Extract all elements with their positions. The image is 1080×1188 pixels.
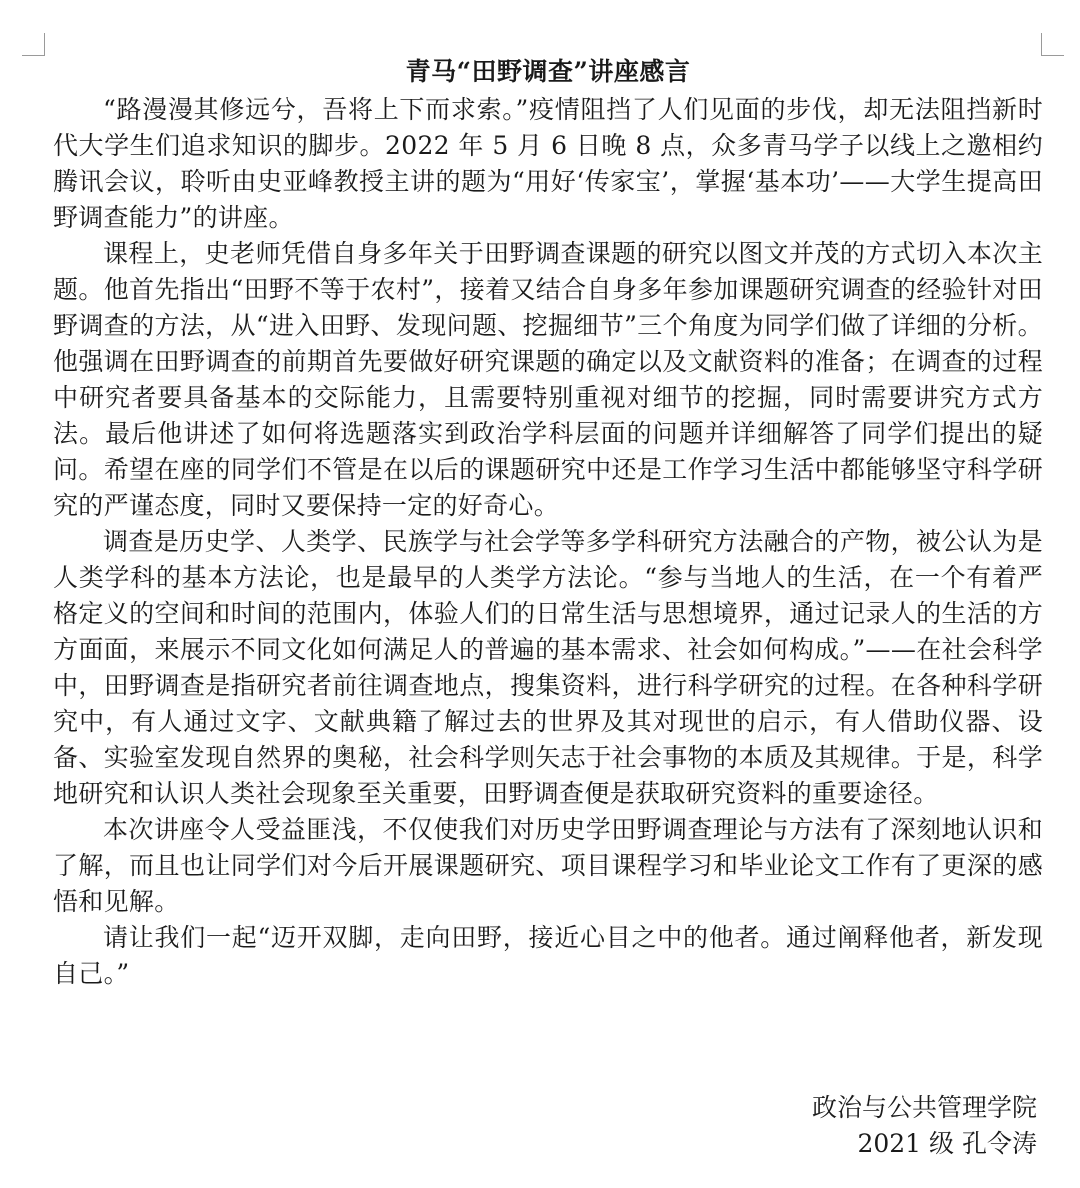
paragraph-intro: “路漫漫其修远兮，吾将上下而求索。”疫情阻挡了人们见面的步伐，却无法阻挡新时代大学生们追求知识的脚步。2022 年 5 月 6 日晚 8 点，众多青马学子以线上之邀相约腾讯会议，聆听由史亚峰教授主讲的题为“用好‘传家宝’，掌握‘基本功’——大学生提高田野调查能力”的讲座。 bbox=[53, 95, 1043, 232]
signature-institution: 政治与公共管理学院 bbox=[811, 1093, 1037, 1122]
paragraph-course: 课程上，史老师凭借自身多年关于田野调查课题的研究以图文并茂的方式切入本次主题。他首先指出“田野不等于农村”，接着又结合自身多年参加课题研究调查的经验针对田野调查的方法，从“进入田野、发现问题、挖掘细节”三个角度为同学们做了详细的分析。他强调在田野调查的前期首先要做好研究课题的确定以及文献资料的准备；在调查的过程中研究者要具备基本的交际能力，且需要特别重视对细节的挖掘，同时需要讲究方式方法。最后他讲述了如何将选题落实到政治学科层面的问题并详细解答了同学们提出的疑问。希望在座的同学们不管是在以后的课题研究中还是工作学习生活中都能够坚守科学研究的严谨态度，同时又要保持一定的好奇心。 bbox=[53, 239, 1043, 520]
page-corner-mark-top-right bbox=[1041, 33, 1064, 56]
paragraph-benefit: 本次讲座令人受益匪浅，不仅使我们对历史学田野调查理论与方法有了深刻地认识和了解，而且也让同学们对今后开展课题研究、项目课程学习和毕业论文工作有了更深的感悟和见解。 bbox=[53, 815, 1043, 916]
document-body bbox=[53, 52, 1043, 992]
signature-author: 2021 级 孔令涛 bbox=[857, 1129, 1037, 1158]
document-title: 青马“田野调查”讲座感言 bbox=[405, 57, 691, 86]
signature-block bbox=[812, 1090, 1037, 1162]
page-corner-mark-top-left bbox=[22, 33, 45, 56]
paragraph-closing: 请让我们一起“迈开双脚，走向田野，接近心目之中的他者。通过阐释他者，新发现自己。” bbox=[53, 923, 1043, 988]
paragraph-field-survey: 调查是历史学、人类学、民族学与社会学等多学科研究方法融合的产物，被公认为是人类学科的基本方法论，也是最早的人类学方法论。“参与当地人的生活，在一个有着严格定义的空间和时间的范围内，体验人们的日常生活与思想境界，通过记录人的生活的方方面面，来展示不同文化如何满足人的普遍的基本需求、社会如何构成。”——在社会科学中，田野调查是指研究者前往调查地点，搜集资料，进行科学研究的过程。在各种科学研究中，有人通过文字、文献典籍了解过去的世界及其对现世的启示，有人借助仪器、设备、实验室发现自然界的奥秘，社会科学则矢志于社会事物的本质及其规律。于是，科学地研究和认识人类社会现象至关重要，田野调查便是获取研究资料的重要途径。 bbox=[53, 527, 1043, 808]
